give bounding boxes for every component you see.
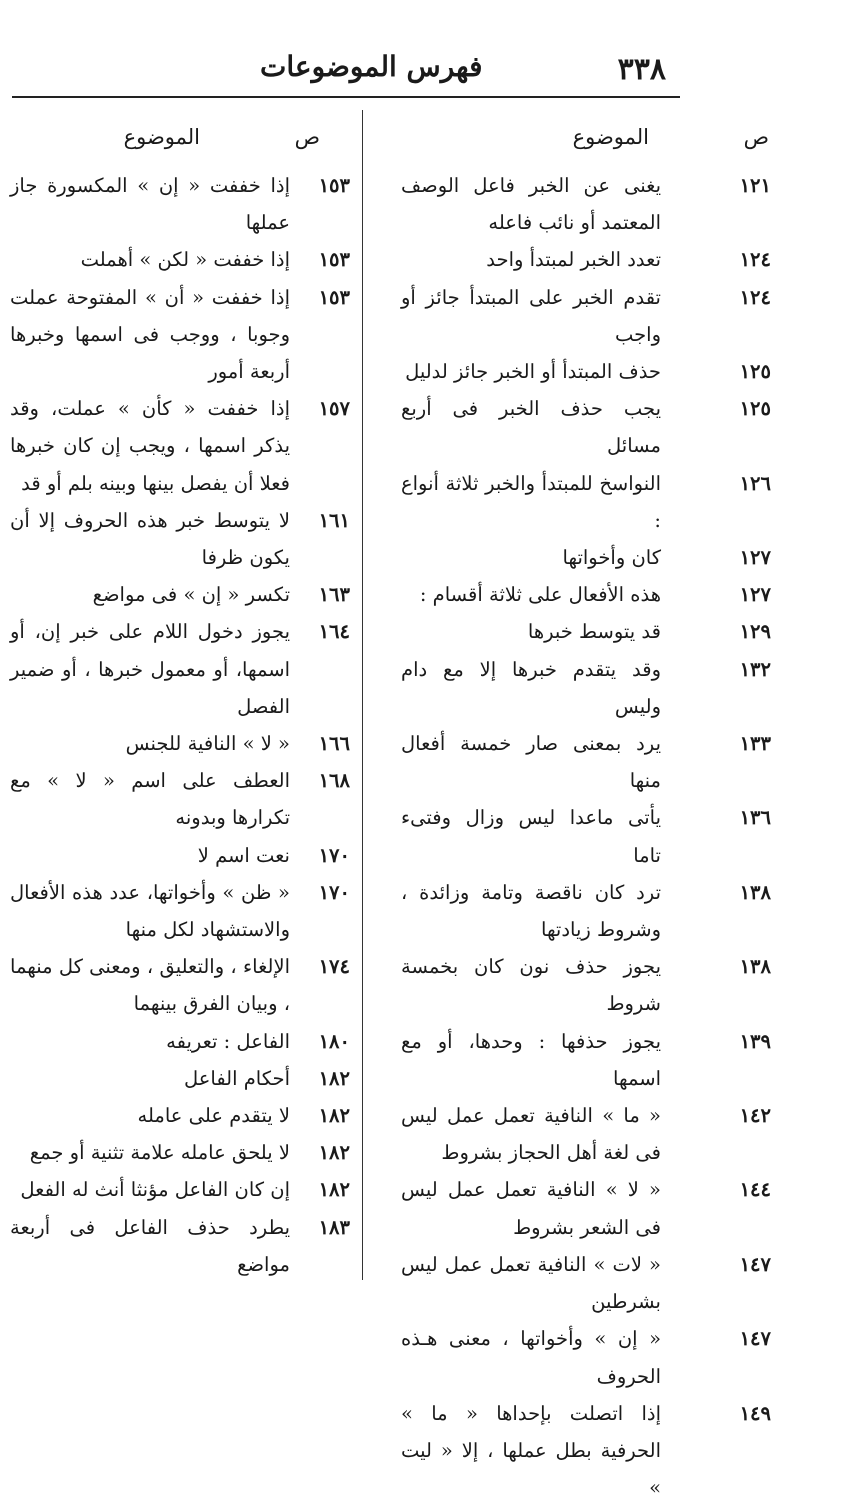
entry-topic: « لا » النافية للجنس: [125, 732, 290, 756]
index-entry: [401, 465, 771, 539]
entry-topic: تقدم الخبر على المبتدأ جائز أو واجب: [401, 285, 661, 346]
index-entry: [401, 353, 771, 390]
index-entry: [10, 1097, 350, 1134]
entry-page-number: ١٥٣: [318, 285, 350, 309]
index-entry: [401, 167, 771, 241]
index-entry: [10, 1060, 350, 1097]
entry-page-number: ١٣٩: [739, 1029, 771, 1053]
entry-page-number: ١٢٥: [739, 397, 771, 421]
entry-topic: يجوز حذف نون كان بخمسة شروط: [401, 955, 661, 1016]
entry-topic: « ما » النافية تعمل عمل ليس فى لغة أهل الحجاز بشروط: [401, 1104, 661, 1165]
entry-page-number: ١٢٧: [739, 583, 771, 607]
index-entry: [401, 948, 771, 1022]
entry-page-number: ١٢٧: [739, 546, 771, 570]
entry-topic: العطف على اسم « لا » مع تكرارها وبدونه: [10, 769, 290, 830]
entry-page-number: ١٨٢: [318, 1178, 350, 1202]
entry-page-number: ١٦٦: [318, 732, 350, 756]
page-column-heading: ص: [743, 125, 769, 149]
entry-page-number: ١٣٨: [739, 955, 771, 979]
left-entry-list: [10, 167, 350, 1283]
index-entry: [10, 1171, 350, 1208]
index-entry: [401, 576, 771, 613]
entry-topic: إذا خففت « أن » المفتوحة عملت وجوبا ، ووجب فى اسمها وخبرها أربعة أمور: [10, 285, 290, 384]
entry-topic: تعدد الخبر لمبتدأ واحد: [486, 248, 661, 272]
index-entry: [10, 1023, 350, 1060]
entry-topic: يجوز دخول اللام على خبر إن، أو اسمها، أو معمول خبرها ، أو ضمير الفصل: [10, 620, 290, 718]
entry-topic: إذا خففت « إن » المكسورة جاز عملها: [10, 174, 290, 235]
entry-page-number: ١٤٢: [739, 1104, 771, 1128]
entry-topic: يغنى عن الخبر فاعل الوصف المعتمد أو نائب فاعله: [401, 174, 661, 235]
index-entry: [401, 651, 771, 725]
entry-page-number: ١٥٧: [318, 397, 350, 421]
index-entry: [401, 279, 771, 353]
entry-page-number: ١٧٠: [318, 843, 350, 867]
entry-topic: أحكام الفاعل: [183, 1066, 290, 1090]
entry-page-number: ١٣٣: [739, 732, 771, 756]
index-entry: [401, 799, 771, 873]
index-entry: [10, 837, 350, 874]
index-entry: [401, 874, 771, 948]
entry-topic: يجب حذف الخبر فى أربع مسائل: [401, 397, 661, 458]
entry-page-number: ١٨٢: [318, 1141, 350, 1165]
entry-topic: الإلغاء ، والتعليق ، ومعنى كل منهما ، وبيان الفرق بينهما: [10, 955, 290, 1016]
entry-topic: لا يلحق عامله علامة تثنية أو جمع: [29, 1141, 290, 1165]
index-entry: [10, 1209, 350, 1283]
entry-topic: يجوز حذفها : وحدها، أو مع اسمها: [401, 1029, 661, 1090]
index-entry: [10, 576, 350, 613]
entry-topic: « لات » النافية تعمل عمل ليس بشرطين: [401, 1252, 661, 1314]
index-entry: [401, 539, 771, 576]
topic-column-heading: الموضوع: [572, 125, 649, 149]
index-entry: [10, 241, 350, 278]
entry-page-number: ١٧٠: [318, 880, 350, 904]
left-column: [10, 125, 350, 1283]
right-column: [401, 125, 771, 1506]
entry-page-number: ١٧٤: [318, 955, 350, 979]
entry-page-number: ١٦١: [318, 508, 350, 532]
index-entry: [401, 1246, 771, 1320]
entry-topic: يطرد حذف الفاعل فى أربعة مواضع: [10, 1215, 290, 1276]
index-entry: [401, 1171, 771, 1245]
entry-topic: لا يتقدم على عامله: [137, 1104, 290, 1128]
entry-page-number: ١٢٤: [739, 285, 771, 309]
page-title: فهرس الموضوعات: [260, 50, 483, 83]
entry-page-number: ١٢١: [739, 174, 771, 197]
entry-topic: إذا خففت « لكن » أهملت: [80, 248, 290, 272]
entry-page-number: ١٣٢: [739, 657, 771, 681]
entry-page-number: ١٨٢: [318, 1104, 350, 1128]
entry-topic: ترد كان ناقصة وتامة وزائدة ، وشروط زيادتها: [401, 880, 661, 942]
entry-page-number: ١٤٩: [739, 1401, 771, 1425]
index-entry: [401, 241, 771, 278]
index-entry: [10, 613, 350, 725]
entry-topic: قد يتوسط خبرها: [527, 620, 661, 644]
index-entry: [10, 874, 350, 948]
index-entry: [10, 762, 350, 836]
entry-topic: « إن » وأخواتها ، معنى هـذه الحروف: [401, 1327, 661, 1388]
index-entry: [401, 1395, 771, 1506]
entry-page-number: ١٦٨: [318, 769, 350, 793]
entry-page-number: ١٢٦: [739, 471, 771, 495]
entry-page-number: ١٥٣: [318, 248, 350, 272]
entry-page-number: ١٢٥: [739, 360, 771, 384]
entry-topic: إذا اتصلت بإحداها « ما » الحرفية بطل عملها ، إلا « ليت »: [401, 1401, 661, 1500]
entry-topic: وقد يتقدم خبرها إلا مع دام وليس: [401, 657, 661, 718]
index-entry: [10, 390, 350, 502]
index-entry: [10, 279, 350, 391]
right-column-header: [401, 125, 769, 167]
entry-topic: حذف المبتدأ أو الخبر جائز لدليل: [405, 360, 661, 384]
index-entry: [401, 1320, 771, 1394]
entry-page-number: ١٥٣: [318, 174, 350, 197]
column-divider: [362, 110, 363, 1280]
entry-topic: يأتى ماعدا ليس وزال وفتىء تاما: [401, 806, 661, 867]
entry-topic: نعت اسم لا: [197, 843, 290, 867]
entry-topic: « ظن » وأخواتها، عدد هذه الأفعال والاستشهاد لكل منها: [10, 880, 290, 942]
right-entry-list: [401, 167, 771, 1506]
index-entry: [10, 1134, 350, 1171]
entry-topic: الفاعل : تعريفه: [166, 1029, 290, 1053]
index-entry: [10, 725, 350, 762]
page-header: [0, 44, 861, 94]
entry-page-number: ١٨٠: [318, 1029, 350, 1053]
left-column-header: [10, 125, 350, 167]
index-entry: [401, 390, 771, 464]
entry-page-number: ١٤٧: [739, 1327, 771, 1351]
entry-page-number: ١٣٨: [739, 880, 771, 904]
entry-page-number: ١٤٧: [739, 1252, 771, 1276]
entry-topic: « لا » النافية تعمل عمل ليس فى الشعر بشروط: [401, 1178, 661, 1239]
entry-page-number: ١٢٤: [739, 248, 771, 272]
index-entry: [10, 502, 350, 576]
index-entry: [10, 948, 350, 1022]
entry-topic: يرد بمعنى صار خمسة أفعال منها: [401, 732, 661, 793]
index-entry: [401, 1097, 771, 1171]
entry-topic: لا يتوسط خبر هذه الحروف إلا أن يكون ظرفا: [10, 508, 290, 570]
entry-page-number: ١٤٤: [739, 1178, 771, 1202]
entry-page-number: ١٦٤: [318, 620, 350, 644]
entry-page-number: ١٨٣: [318, 1215, 350, 1239]
entry-topic: إذا خففت « كأن » عملت، وقد يذكر اسمها ، ويجب إن كان خبرها فعلا أن يفصل بينها وبينه بلم أو قد: [10, 397, 290, 495]
index-entry: [10, 167, 350, 241]
entry-page-number: ١٢٩: [739, 620, 771, 644]
entry-topic: إن كان الفاعل مؤنثا أنث له الفعل: [20, 1178, 290, 1202]
entry-topic: هذه الأفعال على ثلاثة أقسام :: [419, 583, 661, 607]
index-entry: [401, 725, 771, 799]
entry-topic: كان وأخواتها: [562, 546, 661, 570]
entry-topic: تكسر « إن » فى مواضع: [92, 583, 290, 607]
entry-topic: النواسخ للمبتدأ والخبر ثلاثة أنواع :: [401, 471, 661, 532]
page-column-heading: ص: [294, 125, 320, 149]
page-number: ٣٣٨: [617, 52, 666, 87]
entry-page-number: ١٣٦: [739, 806, 771, 830]
header-rule: [12, 96, 680, 98]
entry-page-number: ١٦٣: [318, 583, 350, 607]
index-entry: [401, 1023, 771, 1097]
entry-page-number: ١٨٢: [318, 1066, 350, 1090]
topic-column-heading: الموضوع: [123, 125, 200, 149]
index-entry: [401, 613, 771, 650]
